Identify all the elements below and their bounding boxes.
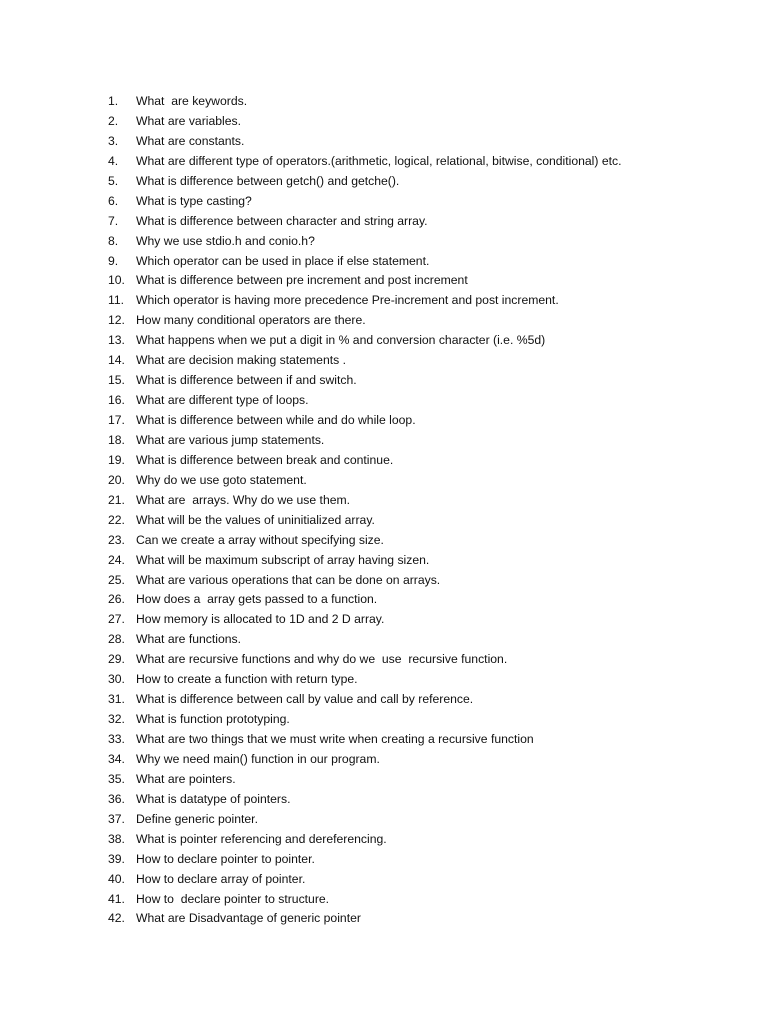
question-item — [108, 371, 748, 391]
question-number: 21. — [108, 492, 125, 507]
question-number: 27. — [108, 612, 125, 627]
question-item — [108, 331, 748, 351]
question-item — [108, 152, 748, 172]
question-item — [108, 491, 748, 511]
question-number: 29. — [108, 652, 125, 667]
question-item — [108, 531, 748, 551]
question-text: What is function prototyping. — [136, 712, 290, 727]
question-item — [108, 571, 748, 591]
question-number: 7. — [108, 213, 119, 228]
question-number: 24. — [108, 552, 125, 567]
question-item — [108, 112, 748, 132]
question-item — [108, 770, 748, 790]
question-number: 9. — [108, 253, 119, 268]
question-text: What are pointers. — [136, 771, 236, 786]
question-number: 6. — [108, 193, 119, 208]
question-item — [108, 610, 748, 630]
question-item — [108, 810, 748, 830]
question-text: What is difference between call by value and call by reference. — [136, 692, 474, 707]
question-text: What will be maximum subscript of array having sizen. — [136, 552, 430, 567]
question-item — [108, 750, 748, 770]
question-number: 18. — [108, 432, 125, 447]
question-number: 31. — [108, 692, 125, 707]
question-item — [108, 391, 748, 411]
question-number: 15. — [108, 373, 125, 388]
question-item — [108, 630, 748, 650]
question-text: What is difference between while and do while loop. — [136, 413, 416, 427]
question-item — [108, 890, 748, 910]
question-text: Define generic pointer. — [136, 811, 258, 826]
question-text: Why we need main() function in our program. — [136, 751, 380, 766]
question-item — [108, 511, 748, 531]
question-number: 17. — [108, 413, 125, 427]
question-item — [108, 850, 748, 870]
question-item — [108, 471, 748, 491]
question-text: What are Disadvantage of generic pointer — [136, 911, 361, 926]
question-text: How does a array gets passed to a function. — [136, 592, 378, 607]
question-text: What are arrays. Why do we use them. — [136, 492, 351, 507]
question-item — [108, 870, 748, 890]
question-text: How memory is allocated to 1D and 2 D array. — [136, 612, 385, 627]
question-item — [108, 311, 748, 331]
question-item — [108, 351, 748, 371]
question-text: What is difference between if and switch. — [136, 373, 357, 388]
question-text: What are keywords. — [136, 94, 248, 108]
question-number: 35. — [108, 771, 125, 786]
question-text: What are constants. — [136, 133, 245, 148]
question-number: 20. — [108, 472, 125, 487]
question-text: Which operator can be used in place if else statement. — [136, 253, 430, 268]
question-text: What is difference between getch() and getche(). — [136, 173, 400, 188]
question-item — [108, 411, 748, 431]
question-text: What is datatype of pointers. — [136, 791, 291, 806]
question-number: 13. — [108, 333, 125, 348]
question-number: 25. — [108, 572, 125, 587]
question-number: 22. — [108, 512, 125, 527]
question-text: What are recursive functions and why do we use recursive function. — [136, 652, 508, 667]
question-text: Which operator is having more precedence Pre-increment and post increment. — [136, 293, 559, 308]
question-item — [108, 92, 748, 112]
question-text: What is difference between break and continue. — [136, 452, 394, 467]
question-number: 28. — [108, 632, 125, 647]
question-item — [108, 690, 748, 710]
question-number: 3. — [108, 133, 119, 148]
question-number: 33. — [108, 732, 125, 746]
question-text: What are different type of operators.(arithmetic, logical, relational, bitwise, conditional) etc. — [136, 153, 622, 168]
question-number: 39. — [108, 851, 125, 866]
question-number: 5. — [108, 173, 119, 188]
question-item — [108, 172, 748, 192]
question-number: 4. — [108, 153, 119, 168]
question-text: What are different type of loops. — [136, 393, 309, 408]
question-item — [108, 232, 748, 252]
question-item — [108, 271, 748, 291]
question-item — [108, 252, 748, 272]
question-item — [108, 650, 748, 670]
question-number: 1. — [108, 94, 119, 108]
question-number: 26. — [108, 592, 125, 607]
question-item — [108, 212, 748, 232]
question-text: How to declare pointer to pointer. — [136, 851, 315, 866]
question-text: Why do we use goto statement. — [136, 472, 307, 487]
question-text: How to create a function with return type. — [136, 672, 358, 687]
question-number: 12. — [108, 313, 125, 328]
question-number: 14. — [108, 353, 125, 368]
question-text: What happens when we put a digit in % and conversion character (i.e. %5d) — [136, 333, 546, 348]
question-number: 38. — [108, 831, 125, 846]
question-text: What are decision making statements . — [136, 353, 346, 368]
question-number: 16. — [108, 393, 125, 408]
question-text: What is difference between character and string array. — [136, 213, 428, 228]
question-number: 36. — [108, 791, 125, 806]
question-text: What is pointer referencing and dereferencing. — [136, 831, 387, 846]
question-number: 37. — [108, 811, 125, 826]
question-item — [108, 590, 748, 610]
question-number: 42. — [108, 911, 125, 926]
question-text: What is type casting? — [136, 193, 252, 208]
question-item — [108, 451, 748, 471]
question-text: What are functions. — [136, 632, 241, 647]
question-number: 11. — [108, 293, 125, 308]
question-number: 30. — [108, 672, 125, 687]
question-text: What are various operations that can be done on arrays. — [136, 572, 441, 587]
question-number: 23. — [108, 532, 125, 547]
question-number: 32. — [108, 712, 125, 727]
question-item — [108, 291, 748, 311]
question-text: How to declare array of pointer. — [136, 871, 306, 886]
question-text: Can we create a array without specifying size. — [136, 532, 384, 547]
question-item — [108, 192, 748, 212]
question-text: What is difference between pre increment and post increment — [136, 273, 468, 288]
question-number: 8. — [108, 233, 119, 248]
question-text: How many conditional operators are there. — [136, 313, 366, 328]
question-number: 19. — [108, 452, 125, 467]
question-text: How to declare pointer to structure. — [136, 891, 330, 906]
question-item — [108, 909, 748, 929]
question-item — [108, 830, 748, 850]
question-item — [108, 710, 748, 730]
question-text: What are two things that we must write when creating a recursive function — [136, 732, 534, 746]
question-text: Why we use stdio.h and conio.h? — [136, 233, 315, 248]
question-text: What are variables. — [136, 113, 241, 128]
question-item — [108, 730, 748, 750]
question-number: 10. — [108, 273, 125, 288]
question-text: What are various jump statements. — [136, 432, 325, 447]
question-text: What will be the values of uninitialized array. — [136, 512, 375, 527]
question-item — [108, 670, 748, 690]
question-number: 34. — [108, 751, 125, 766]
question-number: 41. — [108, 891, 125, 906]
question-item — [108, 132, 748, 152]
question-item — [108, 431, 748, 451]
question-number: 40. — [108, 871, 125, 886]
question-item — [108, 551, 748, 571]
question-list — [108, 92, 748, 929]
question-number: 2. — [108, 113, 119, 128]
question-item — [108, 790, 748, 810]
